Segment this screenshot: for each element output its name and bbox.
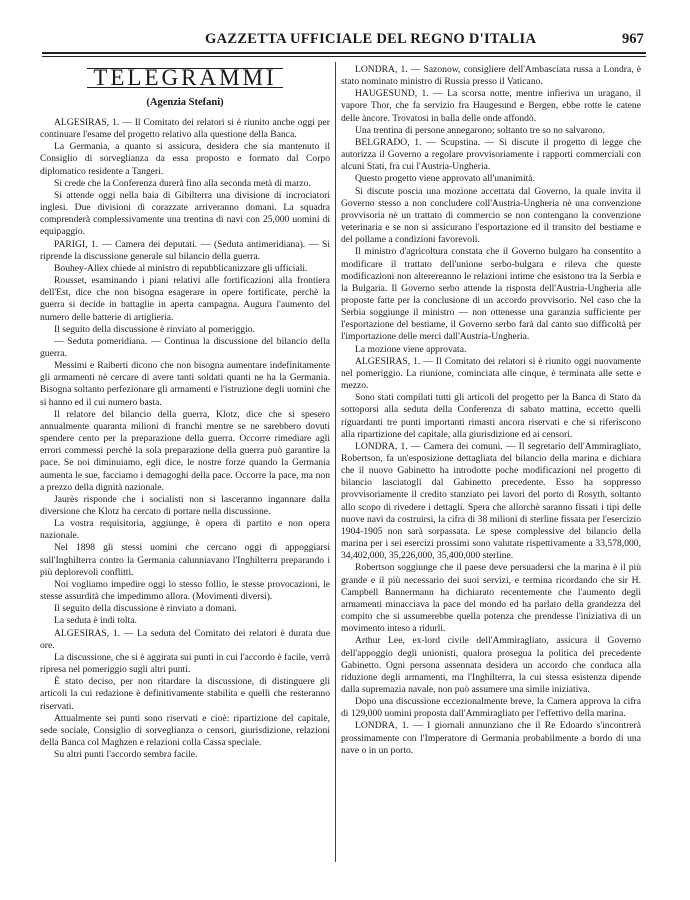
- gazette-header-title: GAZZETTA UFFICIALE DEL REGNO D'ITALIA: [205, 31, 537, 47]
- paragraph: LONDRA, 1. — I giornali annunziano che il Re Edoardo s'incontrerà prossimamente con l'Imperatore di Germania probabilmente a bordo di una nave o in un porto.: [341, 720, 641, 756]
- paragraph: Nel 1898 gli stessi uomini che cercano oggi di appoggiarsi sull'Inghilterra contro la Germania calunniavano l'Inghilterra preparando i più deplorevoli conflitti.: [40, 542, 330, 578]
- paragraph: Il seguito della discussione è rinviato a domani.: [54, 603, 237, 615]
- header-rule: [42, 52, 646, 54]
- paragraph: Attualmente sei punti sono riservati e cioè: ripartizione del capitale, sede sociale, Consiglio di sorveglianza o censori, giurisdizione, relazioni della Banca col Maghzen e relazioni colla Cassa speciale.: [40, 712, 330, 748]
- paragraph: La Germania, a quanto si assicura, desidera che sia mantenuto il Consiglio di sorveglianza da essa proposto e formato dal Corpo diplomatico residente a Tangeri.: [40, 141, 330, 177]
- paragraph: Arthur Lee, ex-lord civile dell'Ammiragliato, assicura il Governo dell'appoggio degli unionisti, qualora prosegua la politica del precedente Gabinetto. Ogni persona assennata desidera un accordo che conduca alla riduzione degli armamenti, ma l'Inghilterra, la cui stessa esistenza dipende dalla supremazia navale, non può assumere una simile iniziativa.: [341, 635, 641, 695]
- paragraph: Su altri punti l'accordo sembra facile.: [54, 749, 198, 761]
- paragraph: Il seguito della discussione è rinviato al pomeriggio.: [54, 323, 255, 335]
- paragraph: Il relatore del bilancio della guerra, Klotz, dice che si spesero annualmente quaranta milioni di franchi mentre se ne sarebbero dovuti spendere cento per la preparazione della guerra. Occorre rimediare agli errori commessi perchè la sola preparazione della guerra può garantire la pace. Se noi diminuiamo, egli dice, le nostre forze quando la Germania aumenta le sue, facciamo i demagoghi della pace. Occorre la pace, ma non a prezzo della dignità nazionale.: [40, 408, 330, 493]
- paragraph: Il ministro d'agricoltura constata che il Governo bulgaro ha consentito a modificare il trattato dell'unione serbo-bulgara e rileva che queste modificazioni non alterereanno le relazioni intime che esistono tra la Serbia e la Bulgaria. Il Governo serbo attende la risposta dell'Austria-Ungheria alle proposte fatte per la conclusione di un accordo provvisorio. Nel caso che la Serbia soggiunge il ministro — non ottenesse una garanzia sufficiente per l'esportazione del bestiame, il Governo serbo farà dal canto suo difficoltà per l'importazione delle merci dall'Austria-Ungheria.: [341, 246, 641, 343]
- paragraph: Robertson soggiunge che il paese deve persuadersi che la marina è il più grande e il più necessario dei suoi servizi, e termina ricordando che sir H. Campbell Bannermann ha dichiarato recentemente che l'aumento degli armamenti minacciava la pace del mondo ed ha parlato della grandezza del compito che si assumerebbe quella potenza che prendesse l'iniziativa di un movimento inteso a ridurli.: [341, 562, 641, 635]
- paragraph: Dopo una discussione eccezionalmente breve, la Camera approva la cifra di 129,000 uomini proposta dall'Ammiragliato per l'effettivo della marina.: [341, 696, 641, 720]
- paragraph: Noi vogliamo impedire oggi lo stesso follio, le stesse provocazioni, le stesse assurdità che impedimmo allora. (Movimenti diversi).: [40, 578, 330, 603]
- paragraph: Una trentina di persone annegarono; soltanto tre so no salvarono.: [355, 124, 605, 136]
- column-divider: [335, 62, 336, 862]
- paragraph: HAUGESUND, 1. — La scorsa notte, mentre infieriva un uragano, il vapore Thor, che fa servizio fra Haugesund e Bergen, ebbe rotte le catene delle àncore. Trovatosi in balla delle onde affondò.: [341, 88, 641, 124]
- right-column: [341, 64, 641, 757]
- section-title: [40, 66, 330, 90]
- paragraph: Jaurès risponde che i socialisti non si lasceranno ingannare dalla diversione che Klotz ha cercato di portare nella discussione.: [40, 493, 330, 517]
- page-number: 967: [622, 31, 644, 47]
- paragraph: BELGRADO, 1. — Scupstina. — Si discute il progetto di legge che autorizza il Governo a regolare provvisoriamente i rapporti commerciali con alcuni Stati, fra cui l'Austria-Ungheria.: [341, 136, 641, 173]
- paragraph: Si attende oggi nella baia di Gibilterra una divisione di incrociatori inglesi. Due divisioni di corazzate arriveranno domani. La squadra comprenderà complessivamente una trentina di navi con 25,000 uomini di equipaggio.: [40, 189, 330, 238]
- paragraph: ALGESIRAS, 1. — Il Comitato dei relatori si è riunito anche oggi per continuare l'esame del progetto relativo alla questione della Banca.: [40, 117, 330, 141]
- paragraph: LONDRA, 1. — Camera dei comuni. — Il segretario dell'Ammiragliato, Robertson, fa un'esposizione dettagliata del bilancio della marina e dichiara che il nuovo Gabinetto ha introdotte poche modificazioni nel progetto di bilancio lasciatogli dal Gabinetto precedente. Esso ha soppresso provvisoriamente il credito stanziato pei lavori del porto di Rosyth, soltanto allo scopo di rivedere i dettagli. Spera che allorchè saranno fissati i tipi delle nuove navi da costruirsi, la cifra di 38 milioni di sterline fissata per l'esercizio 1904-1905 non sarà sorpassata. Le spese complessive del bilancio della marina per i sei esercizi prossimi sono valutate rispettivamente a 33,578,000, 34,402,000, 35,226,000, 35,400,000 sterline.: [341, 440, 641, 562]
- paragraph: La mozione viene approvata.: [355, 343, 467, 355]
- left-column: [40, 64, 330, 761]
- paragraph: La vostra requisitoria, aggiunge, è opera di partito e non opera nazionale.: [40, 518, 330, 542]
- paragraph: Messimi e Raiberti dicono che non bisogna aumentare indefinitamente gli armamenti nè cercare di avere tanti soldati quanti ne ha la Germania. Bisogna soltanto perfezionare gli armamenti e l'istruzione degli uomini che si hanno ed il cui numero basta.: [40, 360, 330, 408]
- paragraph: La seduta è indi tolta.: [54, 615, 137, 627]
- paragraph: Si discute poscia una mozione accettata dal Governo, la quale invita il Governo stesso a non concludere coll'Austria-Ungheria nè una convenzione provvisoria nè un trattato di commercio se non contengano la convenzione veterinaria e se non si assicurano l'esportazione ed il transito del bestiame e del pollame a condizioni favorevoli.: [341, 185, 641, 246]
- section-title-text: TELEGRAMMI: [87, 68, 282, 88]
- paragraph: Rousset, esaminando i piani relativi alle fortificazioni alla frontiera dell'Est, dice che non bisogna esagerare in opere fortificate, perchè la guerra si decide in battaglie in aperta campagna. Augura l'aumento del numero delle batterie di artiglieria.: [40, 275, 330, 323]
- header-rule-thin: [42, 56, 646, 57]
- paragraph: ALGESIRAS, 1. — La seduta del Comitato dei relatori è durata due ore.: [40, 627, 330, 651]
- paragraph: È stato deciso, per non ritardare la discussione, di distinguere gli articoli la cui redazione è definitivamente stabilita e quelli che resteranno riservati.: [40, 676, 330, 712]
- section-subtitle: (Agenzia Stefani): [146, 97, 224, 108]
- paragraph: LONDRA, 1. — Sazonow, consigliere dell'Ambasciata russa a Londra, è stato nominato ministro di Russia presso il Vaticano.: [341, 64, 641, 88]
- paragraph: Sono stati compilati tutti gli articoli del progetto per la Banca di Stato da sottoporsi alla seduta della Conferenza di sabato mattina, eccetto quelli riguardanti tre punti importanti rimasti ancora riservati e che si riferiscono alla ripartizione del capitale, alla giurisdizione ed ai censori.: [341, 392, 641, 440]
- paragraph: La discussione, che si è aggirata sui punti in cui l'accordo è facile, verrà ripresa nel pomeriggio sugli altri punti.: [40, 651, 330, 676]
- paragraph: Bouhey-Allex chiede al ministro di repubblicanizzare gli ufficiali.: [54, 262, 308, 274]
- paragraph: Si crede che la Conferenza durerà fino alla seconda metà di marzo.: [54, 177, 311, 189]
- paragraph: PARIGI, 1. — Camera dei deputati. — (Seduta antimeridiana). — Si riprende la discussione generale sul bilancio della guerra.: [40, 238, 330, 262]
- paragraph: Questo progetto viene approvato all'unanimità.: [355, 173, 535, 185]
- paragraph: ALGESIRAS, 1. — Il Comitato dei relatori si è riunito oggi nuovamente nel pomeriggio. La riunione, cominciata alle cinque, è terminata alle sette e mezzo.: [341, 355, 641, 392]
- paragraph: — Seduta pomeridiana. — Continua la discussione del bilancio della guerra.: [40, 335, 330, 359]
